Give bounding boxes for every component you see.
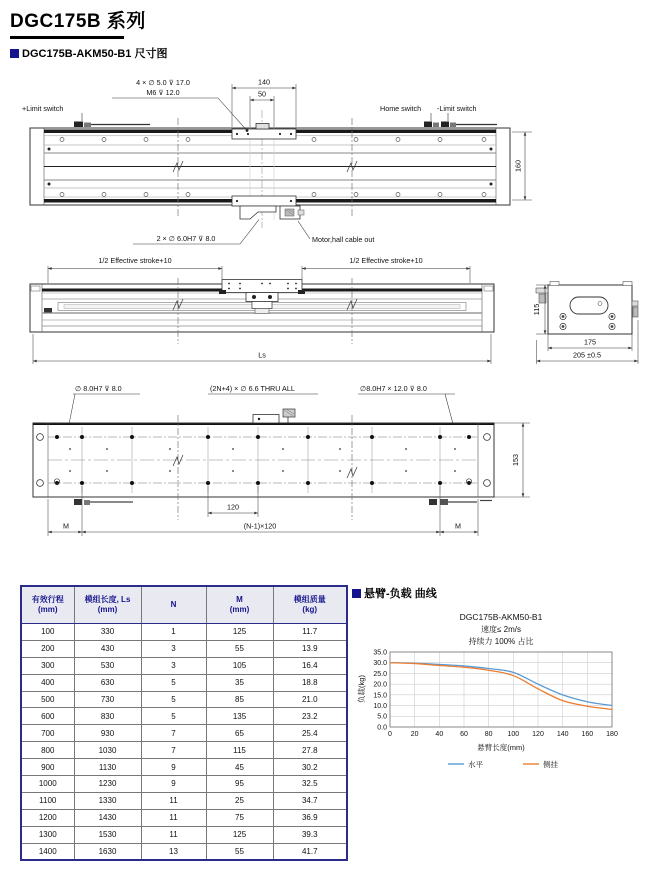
table-cell: 1130 [74, 759, 141, 776]
table-cell: 41.7 [273, 843, 347, 860]
dim-m-left: M [63, 521, 69, 531]
table-cell: 7 [141, 725, 206, 742]
table-cell: 125 [206, 624, 273, 641]
side-view-drawing [0, 252, 647, 374]
table-cell: 3 [141, 640, 206, 657]
table-cell: 34.7 [273, 792, 347, 809]
table-cell: 530 [74, 657, 141, 674]
legend-label-side: 侧挂 [543, 760, 558, 769]
dimension-section-title: DGC175B-AKM50-B1 尺寸图 [22, 48, 168, 60]
label-hole-mid: (2N+4) × ∅ 6.6 THRU ALL [210, 384, 295, 393]
table-cell: 630 [74, 674, 141, 691]
dim-m-right: M [455, 521, 461, 531]
motor-connector [253, 415, 279, 424]
table-cell: 36.9 [273, 809, 347, 826]
x-tick-label: 40 [435, 731, 444, 738]
table-cell: 830 [74, 708, 141, 725]
table-row [21, 708, 347, 725]
x-tick-label: 60 [460, 731, 468, 738]
table-cell: 800 [21, 742, 74, 759]
table-cell: 13.9 [273, 640, 347, 657]
table-cell: 700 [21, 725, 74, 742]
table-cell: 430 [74, 640, 141, 657]
col-header-stroke: 有效行程 (mm) [21, 586, 74, 624]
table-row [21, 826, 347, 843]
chart-subtitle-duty: 持续力 100% 占比 [468, 637, 534, 646]
table-cell: 85 [206, 691, 273, 708]
table-cell: 600 [21, 708, 74, 725]
load-curve-chart [352, 583, 647, 783]
end-view [532, 282, 638, 365]
table-cell: 23.2 [273, 708, 347, 725]
table-cell: 1330 [74, 792, 141, 809]
table-cell: 18.8 [273, 674, 347, 691]
table-row [21, 725, 347, 742]
table-cell: 400 [21, 674, 74, 691]
table-cell: 5 [141, 674, 206, 691]
top-view-drawing [0, 72, 647, 252]
table-cell: 125 [206, 826, 273, 843]
y-tick-label: 35.0 [373, 649, 387, 657]
table-cell: 9 [141, 776, 206, 793]
legend-label-horizontal: 水平 [468, 760, 483, 769]
y-tick-label: 5.0 [377, 713, 387, 721]
label-hole-left: ∅ 8.0H7 ⊽ 8.0 [75, 384, 122, 393]
dim-50: 50 [258, 89, 266, 99]
table-row [21, 809, 347, 826]
y-tick-label: 15.0 [373, 692, 387, 700]
label-bottom-holes: 2 × ∅ 6.0H7 ⊽ 8.0 [156, 234, 216, 243]
y-tick-label: 10.0 [373, 702, 387, 710]
top-view-body [30, 128, 510, 205]
dim-ls: Ls [258, 350, 266, 360]
page-title: DGC175B 系列 [10, 11, 146, 32]
col-header-mass: 模组质量 (kg) [273, 586, 347, 624]
load-section-title: 悬臂-负载 曲线 [364, 588, 437, 600]
table-row [21, 657, 347, 674]
table-row [21, 640, 347, 657]
table-cell: 1230 [74, 776, 141, 793]
label-home-switch: Home switch [380, 104, 422, 113]
dim-n-120: (N-1)×120 [243, 521, 277, 531]
dim-153: 153 [511, 454, 520, 466]
table-cell: 900 [21, 759, 74, 776]
label-plus-limit-switch: +Limit switch [22, 104, 64, 113]
table-cell: 1030 [74, 742, 141, 759]
table-cell: 35 [206, 674, 273, 691]
table-cell: 25 [206, 792, 273, 809]
table-cell: 7 [141, 742, 206, 759]
table-cell: 3 [141, 657, 206, 674]
chart-series [390, 663, 612, 710]
table-row [21, 691, 347, 708]
chart-legend [448, 759, 558, 769]
col-header-length: 模组长度, Ls (mm) [74, 586, 141, 624]
table-cell: 135 [206, 708, 273, 725]
label-minus-limit-switch: -Limit switch [437, 104, 477, 113]
dim-175: 175 [584, 337, 596, 347]
dim-205: 205 ±0.5 [573, 350, 601, 360]
table-cell: 1300 [21, 826, 74, 843]
label-top-holes: 4 × ∅ 5.0 ⊽ 17.0 [136, 78, 190, 87]
x-tick-label: 0 [388, 731, 392, 738]
label-motor-cable: Motor,hall cable out [312, 235, 375, 244]
y-tick-label: 20.0 [373, 681, 387, 689]
table-cell: 1400 [21, 843, 74, 860]
table-cell: 200 [21, 640, 74, 657]
limit-switches [74, 113, 497, 127]
table-cell: 55 [206, 640, 273, 657]
table-cell: 32.5 [273, 776, 347, 793]
x-tick-label: 20 [410, 731, 419, 738]
dim-stroke-right: 1/2 Effective stroke+10 [349, 256, 423, 265]
label-hole-right: ∅8.0H7 × 12.0 ⊽ 8.0 [360, 384, 427, 393]
dim-160: 160 [513, 160, 523, 172]
table-cell: 5 [141, 691, 206, 708]
table-cell: 115 [206, 742, 273, 759]
table-cell: 730 [74, 691, 141, 708]
table-row [21, 843, 347, 860]
table-cell: 1000 [21, 776, 74, 793]
table-cell: 5 [141, 708, 206, 725]
table-cell: 500 [21, 691, 74, 708]
table-cell: 65 [206, 725, 273, 742]
bottom-view-body [33, 409, 494, 505]
bottom-view-drawing [0, 378, 647, 545]
table-cell: 1430 [74, 809, 141, 826]
y-axis-label: 负载(kg) [357, 675, 366, 703]
x-tick-label: 100 [507, 731, 520, 738]
table-cell: 11.7 [273, 624, 347, 641]
table-cell: 105 [206, 657, 273, 674]
dim-115: 115 [532, 303, 541, 316]
table-cell: 11 [141, 792, 206, 809]
cable-slot [570, 297, 608, 314]
table-row [21, 674, 347, 691]
y-tick-label: 25.0 [373, 670, 387, 678]
table-row [21, 776, 347, 793]
table-cell: 55 [206, 843, 273, 860]
table-cell: 27.8 [273, 742, 347, 759]
dim-stroke-left: 1/2 Effective stroke+10 [98, 256, 172, 265]
x-tick-label: 160 [581, 731, 594, 738]
table-cell: 25.4 [273, 725, 347, 742]
x-tick-label: 140 [556, 731, 569, 738]
table-row [21, 792, 347, 809]
table-cell: 1100 [21, 792, 74, 809]
table-cell: 39.3 [273, 826, 347, 843]
dim-140: 140 [258, 77, 270, 87]
table-cell: 21.0 [273, 691, 347, 708]
title-underline [10, 36, 124, 39]
x-tick-label: 180 [606, 731, 618, 738]
table-cell: 16.4 [273, 657, 347, 674]
table-cell: 930 [74, 725, 141, 742]
table-cell: 30.2 [273, 759, 347, 776]
table-cell: 1630 [74, 843, 141, 860]
table-cell: 1530 [74, 826, 141, 843]
table-row [21, 742, 347, 759]
table-header-row [21, 586, 347, 624]
table-cell: 95 [206, 776, 273, 793]
table-cell: 11 [141, 809, 206, 826]
table-row [21, 624, 347, 641]
table-cell: 330 [74, 624, 141, 641]
label-thread: M6 ⊽ 12.0 [146, 88, 180, 97]
table-cell: 1 [141, 624, 206, 641]
dim-120: 120 [227, 502, 239, 512]
chart-title: DGC175B-AKM50-B1 [459, 612, 543, 622]
chart-subtitle-speed: 速度≤ 2m/s [481, 625, 521, 634]
table-cell: 45 [206, 759, 273, 776]
x-axis-label: 悬臂长度(mm) [477, 743, 525, 752]
table-cell: 11 [141, 826, 206, 843]
x-tick-label: 80 [484, 731, 493, 738]
table-cell: 75 [206, 809, 273, 826]
section-marker-icon [10, 49, 19, 58]
y-tick-label: 0.0 [377, 724, 387, 732]
table-cell: 300 [21, 657, 74, 674]
table-cell: 100 [21, 624, 74, 641]
dimension-section-header [10, 45, 167, 61]
y-tick-label: 30.0 [373, 660, 387, 668]
table-row [21, 759, 347, 776]
table-cell: 13 [141, 843, 206, 860]
col-header-n: N [141, 586, 206, 624]
module-spec-table [20, 585, 348, 861]
table-cell: 9 [141, 759, 206, 776]
col-header-m: M (mm) [206, 586, 273, 624]
table-cell: 1200 [21, 809, 74, 826]
x-tick-label: 120 [532, 731, 544, 738]
